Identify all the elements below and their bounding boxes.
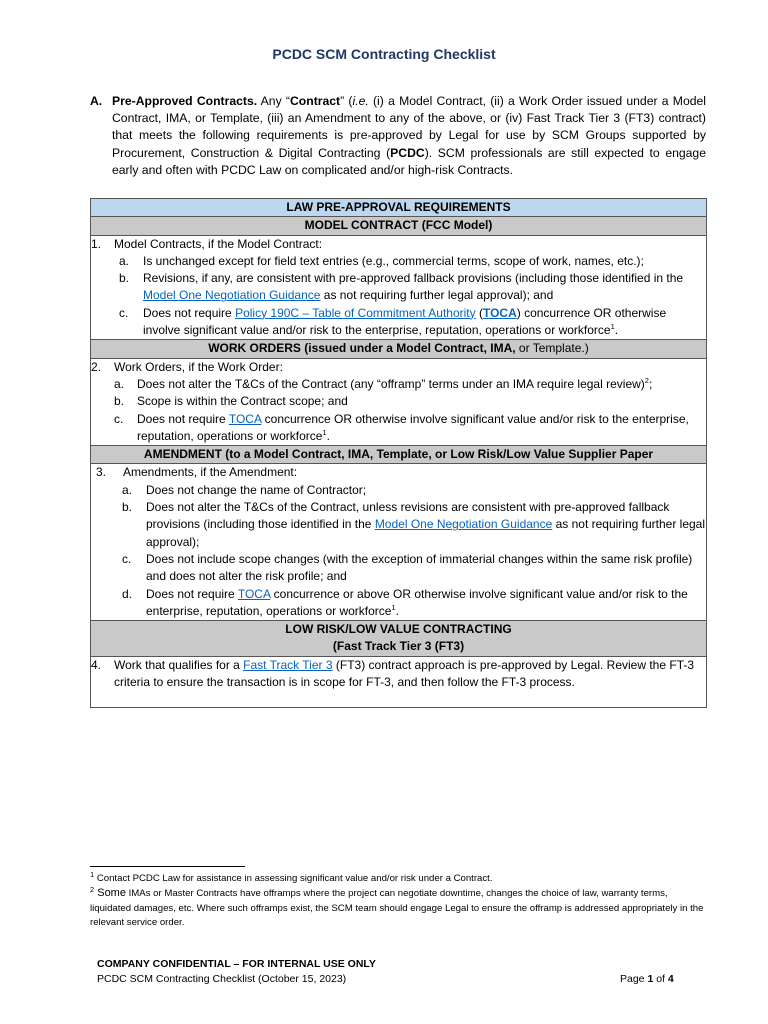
fast-track-tier-3-link[interactable]: Fast Track Tier 3: [243, 657, 333, 672]
amendment-header: AMENDMENT (to a Model Contract, IMA, Template, or Low Risk/Low Value Supplier Paper: [91, 446, 707, 464]
footnotes: [90, 869, 710, 931]
confidential-notice: COMPANY CONFIDENTIAL – FOR INTERNAL USE ONLY: [97, 958, 376, 970]
item-number: 2.: [91, 359, 102, 374]
list-item: [91, 376, 706, 393]
section-a-text: (i) a Model Contract, (ii) a Work Order issued under a Model Contract, IMA, or Template, (iii) an Amendment to any of the above, or (iv) Fast Track Tier 3 (FT3) contract) that meets the following requirements is pre-approved by Legal for use by SCM Groups supported by Procurement, Construction & Digital Contracting (: [112, 94, 706, 160]
header-normal: or Template.): [515, 341, 589, 356]
item-text: Scope is within the Contract scope; and: [137, 394, 348, 409]
item-intro: Model Contracts, if the Model Contract:: [114, 236, 323, 251]
requirements-table: [90, 198, 707, 708]
item-number: 4.: [91, 657, 102, 672]
item-3: [91, 464, 706, 481]
list-item: [91, 499, 706, 551]
low-risk-subtitle: (Fast Track Tier 3 (FT3): [332, 639, 465, 654]
list-item: [91, 411, 706, 446]
footnote-1: [90, 869, 710, 886]
work-orders-cell: [91, 358, 707, 445]
item-text-block: [91, 657, 706, 692]
toca-link[interactable]: TOCA: [482, 305, 517, 320]
footnote-ref: 1: [610, 322, 615, 332]
item-intro: Work Orders, if the Work Order:: [114, 359, 283, 374]
law-preapproval-header: LAW PRE-APPROVAL REQUIREMENTS: [91, 199, 707, 217]
list-item: [91, 482, 706, 499]
list-item: [91, 551, 706, 586]
list-item: [91, 253, 706, 270]
item-4: [91, 657, 706, 692]
footnote-number: 1: [90, 869, 95, 879]
item-text: Revisions, if any, are consistent with pre-approved fallback provisions (including those identified in the: [143, 271, 684, 286]
ie-abbrev: i.e.: [352, 94, 369, 108]
item-text: ) concurrence OR otherwise involve significant value and/or risk to the enterprise, reputation, operations or workforce: [143, 305, 667, 338]
list-item: [91, 270, 706, 305]
header-bold: WORK ORDERS (issued under a Model Contract, IMA,: [208, 341, 516, 356]
item-letter: a.: [122, 482, 133, 497]
item-letter: c.: [114, 411, 124, 426]
section-a-lead: Pre-Approved Contracts.: [112, 94, 258, 108]
footnote-number: 2: [90, 885, 95, 895]
model-contract-header: MODEL CONTRACT (FCC Model): [91, 217, 707, 235]
item-letter: b.: [114, 394, 125, 409]
item-text: concurrence or above OR otherwise involve significant value and/or risk to the enterprise, reputation, operations or workforce: [146, 586, 688, 618]
document-id: PCDC SCM Contracting Checklist (October 15, 2023): [97, 973, 347, 985]
list-item: [91, 305, 706, 340]
pcdc-term: PCDC: [390, 145, 425, 160]
item-2: [91, 359, 706, 376]
item-text: as not requiring further legal approval);: [146, 517, 706, 549]
section-a-text: ). SCM professionals are still expected to engage early and often with PCDC Law on complicated and/or high-risk Contracts.: [112, 145, 706, 177]
item-letter: b.: [122, 500, 133, 515]
section-a-marker: A.: [90, 94, 103, 108]
item-text: Does not change the name of Contractor;: [146, 482, 367, 497]
toca-link[interactable]: TOCA: [228, 411, 262, 426]
section-a: [90, 93, 706, 179]
item-letter: b.: [119, 271, 130, 286]
footnote-ref: 2: [644, 375, 649, 385]
of-word: of: [653, 973, 668, 985]
list-item: [91, 393, 706, 410]
item-text: Does not require: [137, 411, 229, 426]
item-text: Does not alter the T&Cs of the Contract, unless revisions are consistent with pre-approved fallback provisions (including those identified in the: [146, 500, 670, 532]
item-letter: c.: [119, 305, 129, 320]
section-a-text: ” (: [340, 94, 353, 108]
item-text: .: [395, 603, 399, 618]
item-text: Does not alter the T&Cs of the Contract (any “offramp” terms under an IMA require legal review): [137, 376, 645, 391]
footnote-text: Some: [94, 887, 126, 900]
list-item: [91, 586, 706, 621]
item-letter: a.: [114, 376, 125, 391]
model-contract-cell: [91, 235, 707, 340]
item-intro: Amendments, if the Amendment:: [123, 465, 298, 480]
model-one-guidance-link[interactable]: Model One Negotiation Guidance: [143, 288, 321, 303]
item-text: Does not require: [146, 586, 238, 601]
policy-190c-link[interactable]: Policy 190C – Table of Commitment Authority: [235, 305, 476, 320]
item-letter: a.: [119, 253, 130, 268]
footnote-2: [90, 886, 710, 930]
item-text: ;: [648, 376, 653, 391]
low-risk-header: [91, 621, 707, 657]
item-text: Does not include scope changes (with the exception of immaterial changes within the same risk profile) and does not alter the risk profile; and: [146, 551, 693, 584]
item-letter: d.: [122, 586, 133, 601]
amendment-cell: [91, 464, 707, 621]
item-text: (: [475, 305, 483, 320]
low-risk-title: LOW RISK/LOW VALUE CONTRACTING: [285, 622, 512, 637]
item-text: Work that qualifies for a: [114, 657, 244, 672]
section-a-text: Any “: [257, 94, 290, 108]
item-number: 3.: [96, 465, 107, 480]
footnote-text: IMAs or Master Contracts have offramps where the project can negotiate downtime, changes the choice of law, warranty terms, liquidated damages, etc. Where such offramps exist, the SCM team should engage Legal to ensure the offramp is addressed appropriately in the relevant service order.: [90, 888, 704, 929]
footnote-separator: [90, 866, 245, 867]
item-1: [91, 236, 706, 253]
work-orders-header: [91, 340, 707, 358]
page-word: Page: [620, 973, 648, 985]
item-letter: c.: [122, 551, 132, 566]
page-number: [620, 973, 674, 985]
item-text: .: [326, 428, 330, 443]
total-pages: 4: [667, 973, 674, 985]
contract-term: Contract: [290, 94, 341, 108]
footnote-text: Contact PCDC Law for assistance in assessing significant value and/or risk under a Contract.: [94, 873, 493, 884]
item-text: Is unchanged except for field text entries (e.g., commercial terms, scope of work, names, etc.);: [143, 253, 644, 268]
page-title: PCDC SCM Contracting Checklist: [272, 46, 496, 62]
current-page: 1: [647, 973, 654, 985]
footnote-ref: 1: [391, 602, 396, 612]
toca-link[interactable]: TOCA: [237, 586, 271, 601]
item-text: Does not require: [143, 305, 236, 320]
item-text: as not requiring further legal approval); and: [320, 288, 554, 303]
footnote-ref: 1: [322, 427, 327, 437]
item-number: 1.: [91, 236, 102, 251]
model-one-guidance-link[interactable]: Model One Negotiation Guidance: [374, 517, 553, 532]
item-text: concurrence OR otherwise involve significant value and/or risk to the enterprise, reputation, operations or workforce: [137, 411, 689, 443]
low-risk-cell: [91, 656, 707, 707]
section-a-paragraph: [112, 93, 706, 179]
item-text: (FT3) contract approach is pre-approved by Legal. Review the FT-3 criteria to ensure the transaction is in scope for FT-3, and then follow the FT-3 process.: [114, 657, 695, 690]
item-text: .: [614, 323, 619, 338]
